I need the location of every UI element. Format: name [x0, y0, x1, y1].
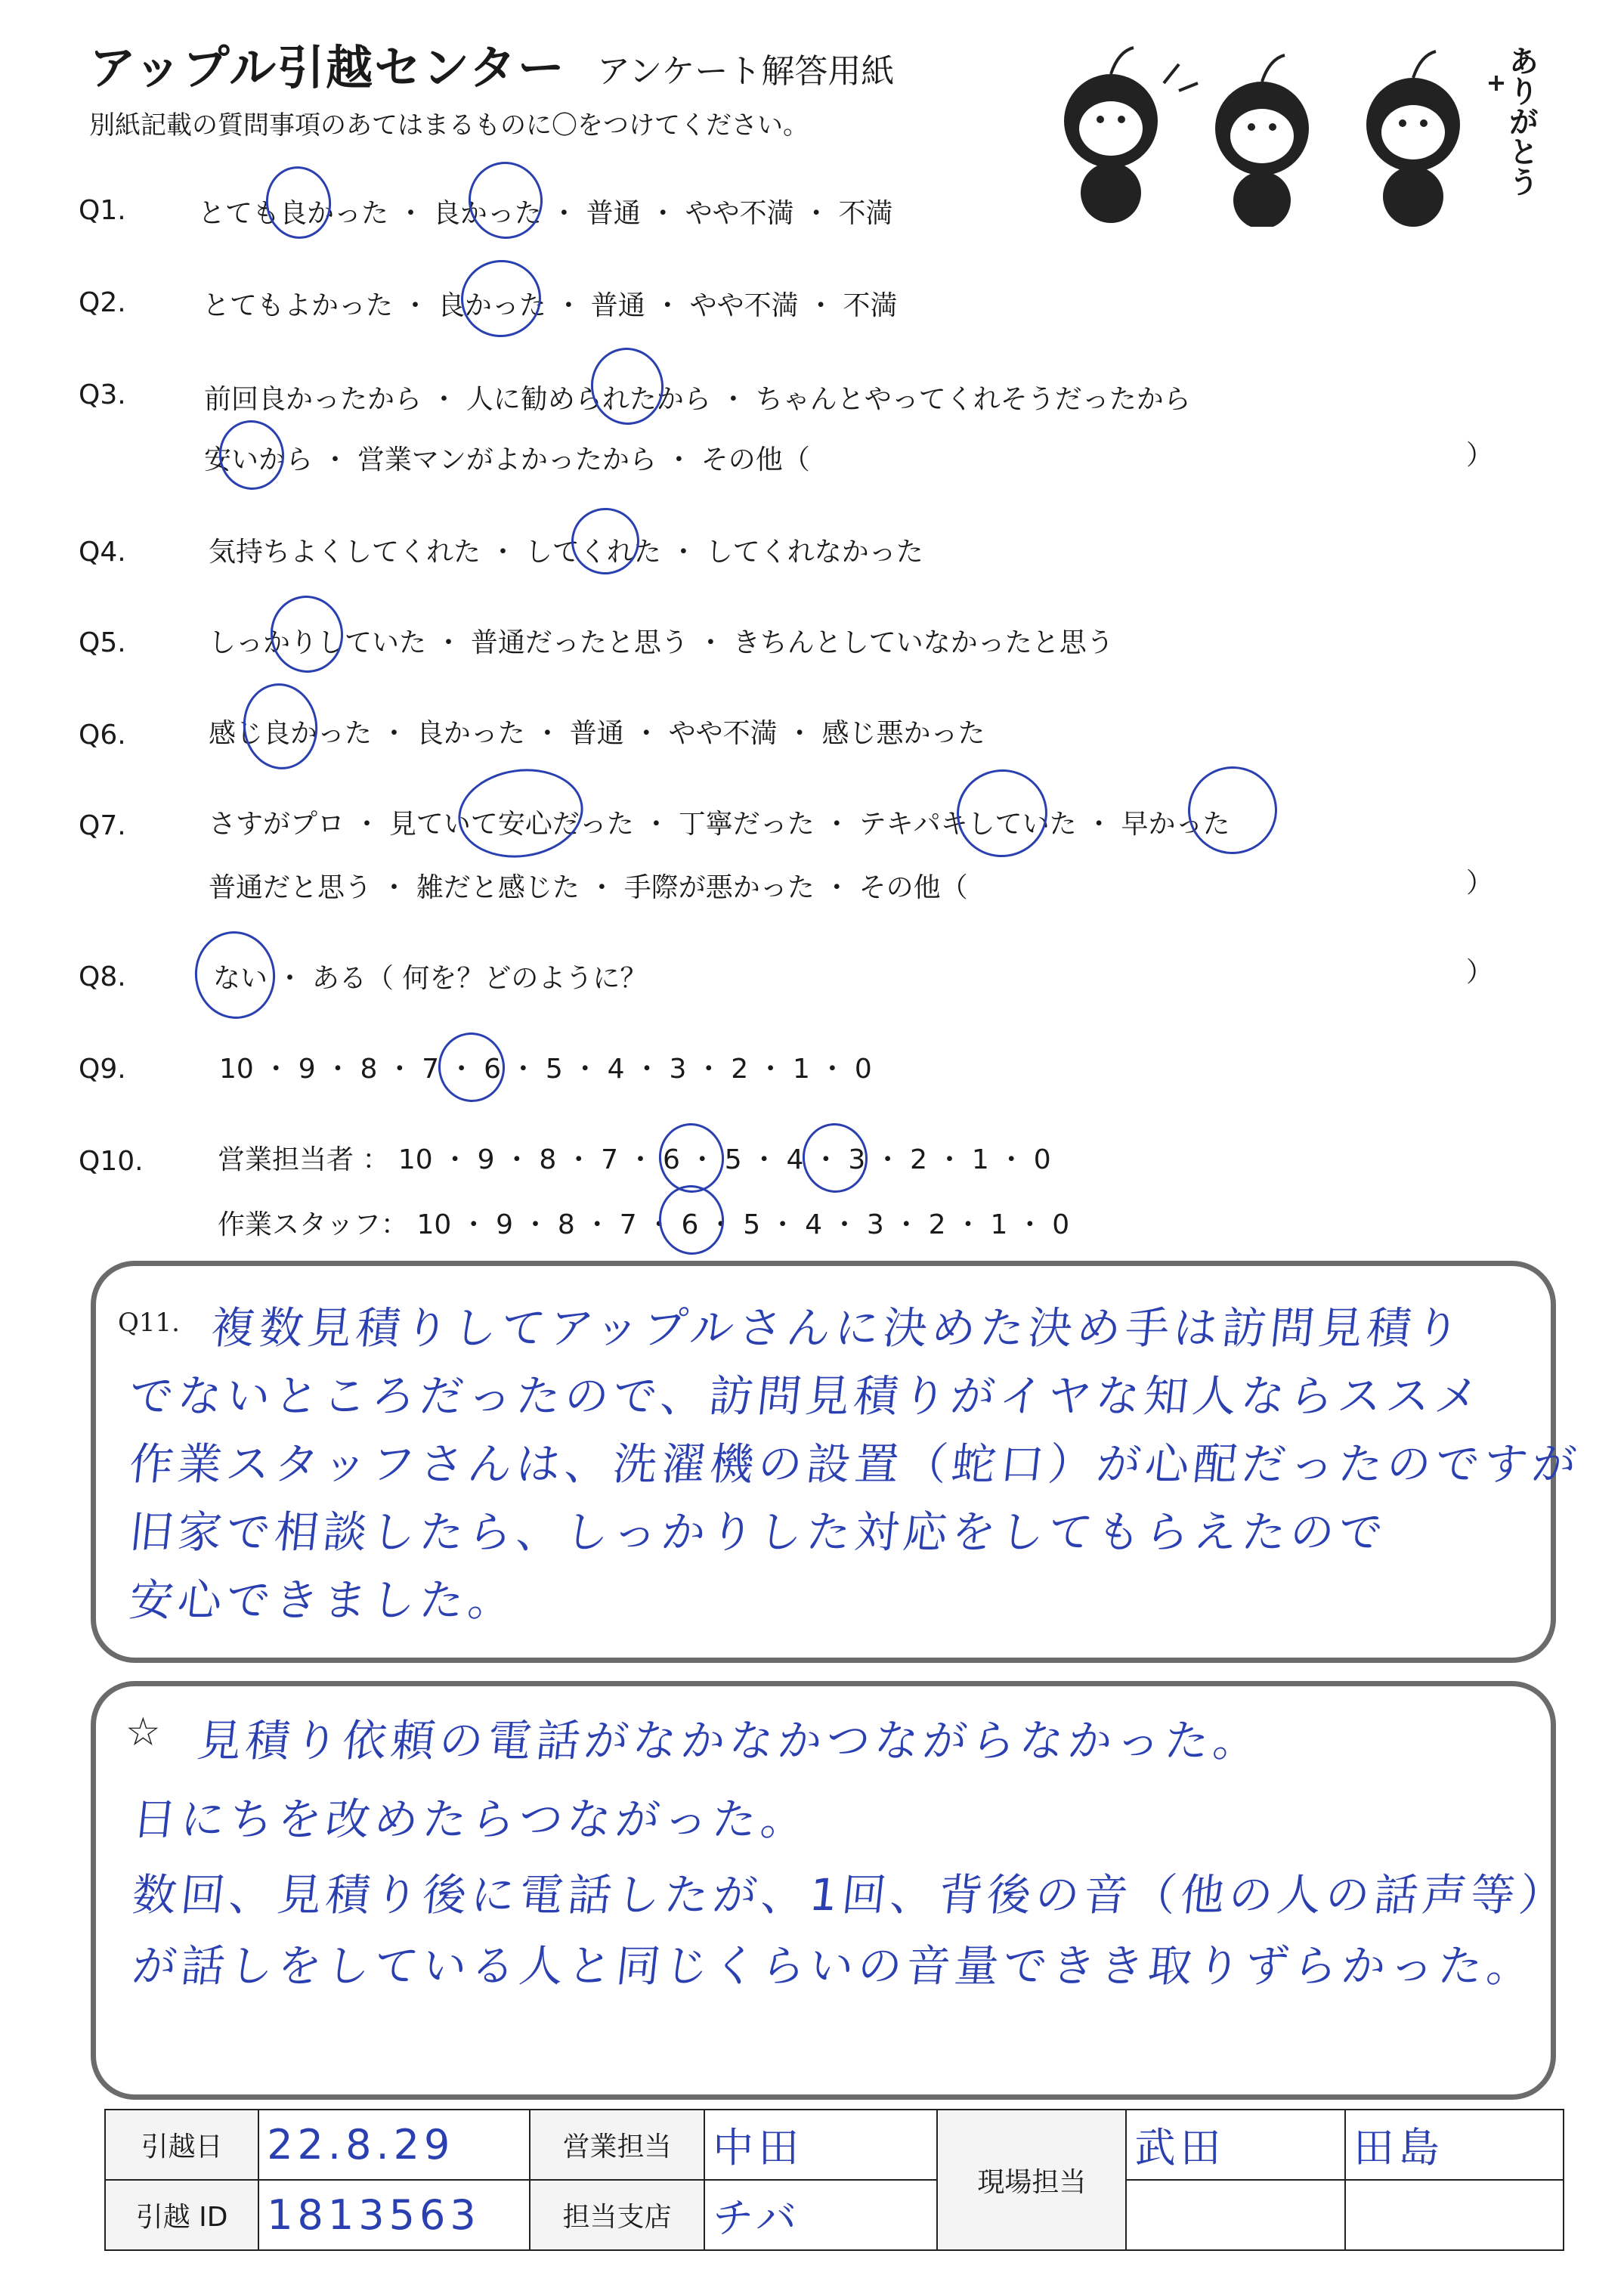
q3-options-line1: 前回良かったから ・ 人に勧められたから ・ ちゃんとやってくれそうだったから — [204, 384, 1191, 415]
notes-line-2: 日にちを改めたらつながった。 — [129, 1794, 812, 1845]
q11-line-1: 複数見積りしてアップルさんに決めた決め手は訪問見積り — [208, 1302, 1467, 1354]
site-staff-1-value: 武田 — [1126, 2110, 1344, 2180]
move-date-value: 22.8.29 — [258, 2110, 530, 2180]
answer-circle — [238, 679, 323, 775]
q11-line-5: 安心できました。 — [126, 1574, 520, 1626]
q3-number: Q3. — [79, 379, 126, 410]
notes-line-4: が話しをしている人と同じくらいの音量できき取りずらかった。 — [129, 1940, 1539, 1992]
q10-options-sales: 営業担当者 ： 10 ・ 9 ・ 8 ・ 7 ・ 6 ・ 5 ・ 4 ・ 3 ・ 2 ・ 1 ・ 0 — [218, 1144, 1051, 1175]
q6-options: 感じ良かった ・ 良かった ・ 普通 ・ やや不満 ・ 感じ悪かった — [209, 718, 985, 749]
q7-close-paren: ） — [1466, 868, 1494, 899]
branch-value: チバ — [704, 2180, 937, 2250]
q9-options: 10 ・ 9 ・ 8 ・ 7 ・ 6 ・ 5 ・ 4 ・ 3 ・ 2 ・ 1 ・ 0 — [219, 1054, 872, 1085]
q3-close-paren: ） — [1466, 440, 1494, 471]
answer-circle — [654, 1181, 728, 1258]
q6-number: Q6. — [79, 720, 126, 751]
q8-close-paren: ） — [1466, 957, 1494, 988]
q8-number: Q8. — [79, 961, 126, 992]
thanks-text: ありがとう — [1504, 45, 1539, 197]
site-staff-2-value: 田島 — [1345, 2110, 1564, 2180]
q5-options: しっかりしていた ・ 普通だったと思う ・ きちんとしていなかったと思う — [209, 627, 1114, 658]
site-staff-2-empty — [1345, 2180, 1564, 2250]
notes-line-1: 見積り依頼の電話がなかなかつながらなかった。 — [194, 1715, 1265, 1766]
q11-line-4: 旧家で相談したら、しっかりした対応をしてもらえたので — [126, 1506, 1390, 1558]
form-title: アップル引越センター — [89, 40, 566, 95]
q7-number: Q7. — [79, 810, 126, 841]
answer-circle — [798, 1119, 872, 1197]
q11-label: Q11. — [118, 1308, 180, 1338]
site-staff-1-empty — [1126, 2180, 1344, 2250]
mascot-illustration — [1035, 30, 1549, 227]
q2-number: Q2. — [79, 287, 126, 318]
q11-line-2: でないところだったので、訪問見積りがイヤな知人ならススメ — [126, 1370, 1486, 1422]
q8-options: ない ・ ある（ 何を？どのように？ — [213, 963, 648, 994]
answer-circle — [189, 926, 280, 1024]
q10-number: Q10. — [79, 1146, 144, 1177]
answer-circle — [463, 157, 547, 244]
form-subtitle: アンケート解答用紙 — [597, 52, 895, 91]
sales-value: 中田 — [704, 2110, 937, 2180]
answer-circle — [261, 162, 336, 243]
sales-label: 営業担当 — [530, 2110, 704, 2180]
move-info-table — [104, 2109, 1564, 2251]
answer-circle — [453, 761, 589, 865]
q10-options-staff: 作業スタッフ： 10 ・ 9 ・ 8 ・ 7 ・ 6 ・ 5 ・ 4 ・ 3 ・ 2 ・ 1 ・ 0 — [218, 1209, 1070, 1240]
move-id-value: 1813563 — [258, 2180, 530, 2250]
q4-number: Q4. — [79, 537, 126, 568]
answer-circle — [951, 763, 1053, 863]
answer-circle — [215, 416, 289, 494]
q5-number: Q5. — [79, 627, 126, 658]
q7-options-line2: 普通だと思う ・ 雑だと感じた ・ 手際が悪かった ・ その他（ — [209, 872, 968, 903]
answer-circle — [456, 255, 546, 342]
star-icon: ☆ — [125, 1710, 161, 1755]
move-id-label: 引越 ID — [105, 2180, 258, 2250]
q2-options: とてもよかった ・ 良かった ・ 普通 ・ やや不満 ・ 不満 — [203, 290, 898, 321]
q9-number: Q9. — [79, 1054, 126, 1085]
notes-line-3: 数回、見積り後に電話したが、1回、背後の音（他の人の話声等） — [129, 1869, 1570, 1921]
answer-circle — [434, 1028, 509, 1106]
q1-options: とても良かった ・ 良かった ・ 普通 ・ やや不満 ・ 不満 — [198, 198, 893, 229]
move-date-label: 引越日 — [105, 2110, 258, 2180]
q7-options-line1: さすがプロ ・ 見ていて安心だった ・ 丁寧だった ・ テキパキしていた ・ 早かった — [209, 809, 1230, 840]
answer-circle — [265, 591, 348, 677]
q4-options: 気持ちよくしてくれた ・ してくれた ・ してくれなかった — [209, 537, 923, 568]
answer-circle — [586, 343, 668, 429]
answer-circle — [1183, 760, 1283, 859]
instructions: 別紙記載の質問事項のあてはまるものに〇をつけてください。 — [89, 110, 809, 141]
branch-label: 担当支店 — [530, 2180, 704, 2250]
site-staff-label: 現場担当 — [937, 2110, 1126, 2250]
q3-options-line2: 安いから ・ 営業マンがよかったから ・ その他（ — [204, 444, 810, 475]
q11-line-3: 作業スタッフさんは、洗濯機の設置（蛇口）が心配だったのですが — [126, 1438, 1584, 1490]
q1-number: Q1. — [79, 195, 126, 226]
